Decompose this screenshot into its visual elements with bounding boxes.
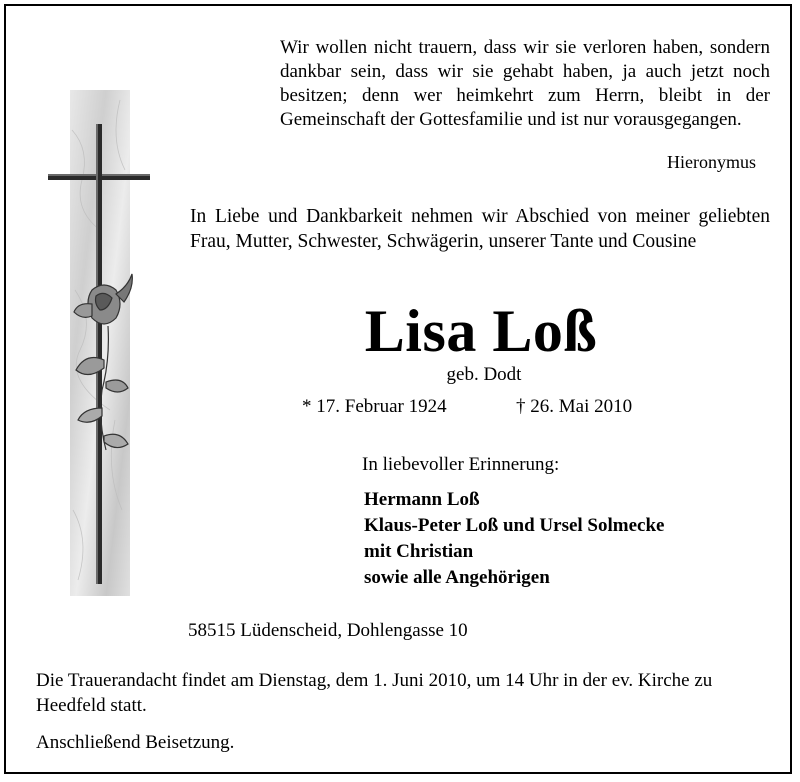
mourners-list (364, 487, 664, 591)
funeral-service-info: Die Trauerandacht findet am Dienstag, dem 1. Juni 2010, um 14 Uhr in der ev. Kirche zu Heedfeld statt. (36, 670, 713, 716)
mourner-line: sowie alle Angehörigen (364, 567, 550, 588)
family-address: 58515 Lüdenscheid, Dohlengasse 10 (188, 620, 468, 641)
mourner-line: Hermann Loß (364, 489, 480, 510)
mourner-line: mit Christian (364, 541, 474, 562)
memorial-quote (280, 36, 770, 132)
burial-info: Anschließend Beisetzung. (36, 732, 235, 753)
life-dates (302, 396, 633, 418)
obituary-notice (4, 4, 792, 774)
farewell-text: In Liebe und Dankbarkeit nehmen wir Abschied von meiner geliebten Frau, Mutter, Schwester, Schwägerin, unserer Tante und Cousine (190, 206, 770, 252)
quote-text: Wir wollen nicht trauern, dass wir sie verloren haben, sondern dankbar sein, dass wir sie gehabt haben, ja auch jetzt noch besitzen; denn wer heimkehrt zum Herrn, bleibt in der Gemeinschaft der Gottesfamilie und ist nur vorausgegangen. (280, 37, 770, 130)
remembrance-label: In liebevoller Erinnerung: (362, 454, 560, 475)
quote-author: Hieronymus (667, 152, 756, 172)
birth-name: geb. Dodt (446, 364, 522, 385)
death-date: † 26. Mai 2010 (516, 396, 633, 417)
deceased-name: Lisa Loß (364, 298, 598, 364)
mourner-line: Klaus-Peter Loß und Ursel Solmecke (364, 515, 665, 536)
birth-date: * 17. Februar 1924 (302, 396, 447, 417)
